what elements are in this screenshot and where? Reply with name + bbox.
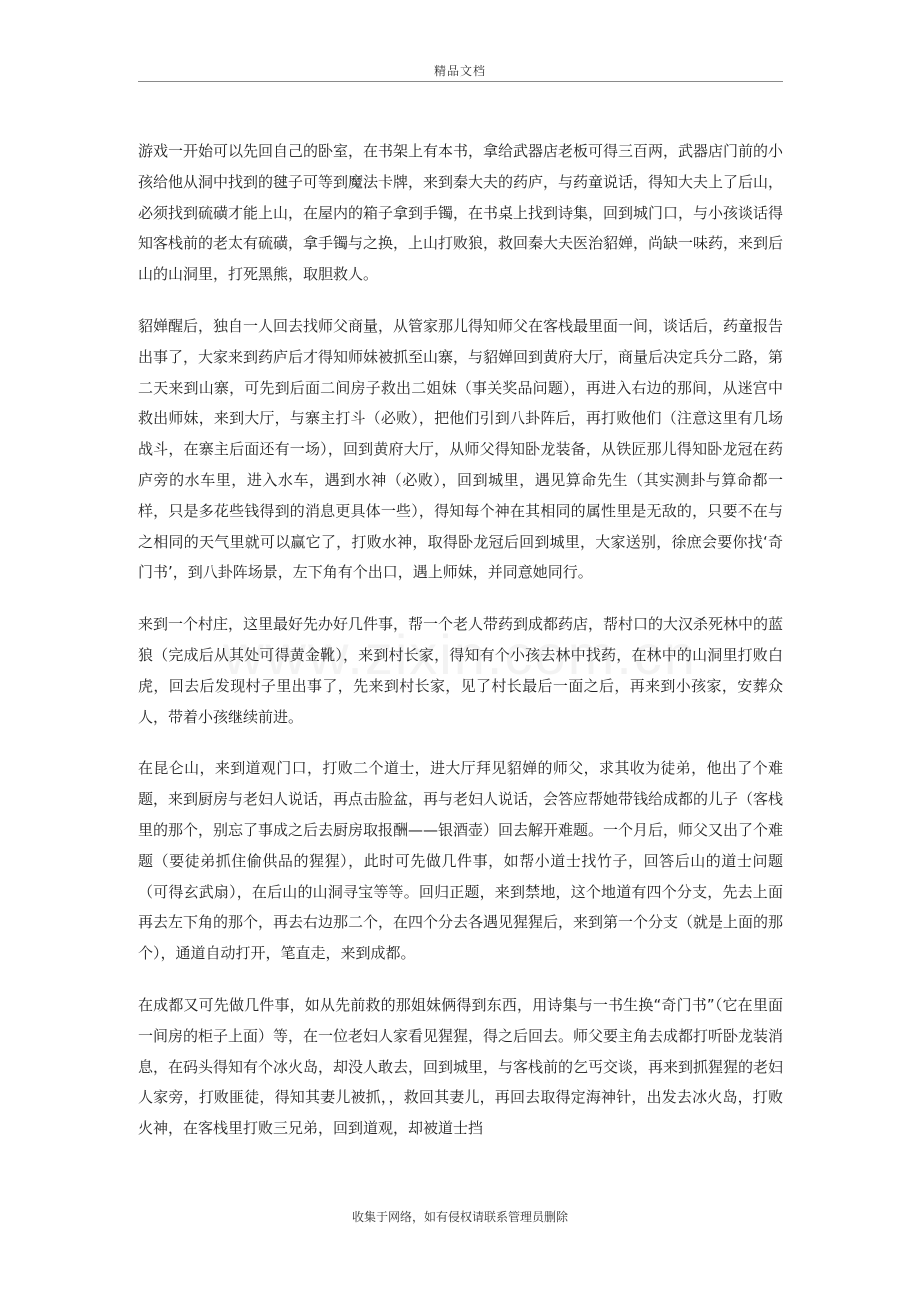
paragraph-4: 在昆仑山，来到道观门口，打败二个道士，进大厅拜见貂婵的师父，求其收为徒弟，他出了个难题，来到厨房与老妇人说话，再点击脸盆，再与老妇人说话，会答应帮她带钱给成都的儿子（客栈里的那个，别忘了事成之后去厨房取报酬——银酒壶）回去解开难题。一个月后，师父又出了个难题（要徒弟抓住偷供品的猩猩），此时可先做几件事，如帮小道士找竹子，回答后山的道士问题（可得玄武扇），在后山的山洞寻宝等等。回归正题，来到禁地，这个地道有四个分支，先去上面再去左下角的那个，再去右边那二个，在四个分去各遇见猩猩后，来到第一个分支（就是上面的那个），通道自动打开，笔直走，来到成都。 bbox=[138, 759, 784, 963]
page-footer: 收集于网络，如有侵权请联系管理员删除 bbox=[351, 1210, 568, 1224]
header-divider bbox=[138, 81, 783, 82]
page-header: 精品文档 bbox=[433, 64, 486, 78]
paragraph-1: 游戏一开始可以先回自己的卧室，在书架上有本书，拿给武器店老板可得三百两，武器店门前的小孩给他从洞中找到的毽子可等到魔法卡牌，来到秦大夫的药庐，与药童说话，得知大夫上了后山，必须找到硫磺才能上山，在屋内的箱子拿到手镯，在书桌上找到诗集，回到城门口，与小孩谈话得知客栈前的老太有硫磺，拿手镯与之换，上山打败狼，救回秦大夫医治貂婵，尚缺一味药，来到后山的山洞里，打死黑熊，取胆救人。 bbox=[138, 142, 784, 284]
paragraph-2: 貂婵醒后，独自一人回去找师父商量，从管家那儿得知师父在客栈最里面一间，谈话后，药童报告出事了，大家来到药庐后才得知师妹被抓至山寨，与貂婵回到黄府大厅，商量后决定兵分二路，第二天来到山寨，可先到后面二间房子救出二姐妹（事关奖品问题），再进入右边的那间，从迷宫中救出师妹，来到大厅，与寨主打斗（必败），把他们引到八卦阵后，再打败他们（注意这里有几场战斗，在寨主后面还有一场），回到黄府大厅，从师父得知卧龙装备，从铁匠那儿得知卧龙冠在药庐旁的水车里，进入水车，遇到水神（必败），回到城里，遇见算命先生（其实测卦与算命都一样，只是多花些钱得到的消息更具体一些），得知每个神在其相同的属性里是无敌的，只要不在与之相同的天气里就可以赢它了，打败水神，取得卧龙冠后回到城里，大家送别，徐庶会要你找‘奇门书’，到八卦阵场景，左下角有个出口，遇上师妹，并同意她同行。 bbox=[138, 316, 784, 582]
paragraph-5: 在成都又可先做几件事，如从先前救的那姐妹俩得到东西，用诗集与一书生换“奇门书”（它在里面一间房的柜子上面）等，在一位老妇人家看见猩猩，得之后回去。师父要主角去成都打听卧龙装消息，在码头得知有个冰火岛，却没人敢去，回到城里，与客栈前的乞丐交谈，再来到抓猩猩的老妇人家旁，打败匪徒，得知其妻儿被抓，，救回其妻儿，再回去取得定海神针，出发去冰火岛，打败火神，在客栈里打败三兄弟，回到道观，却被道士挡 bbox=[138, 995, 784, 1138]
document-body bbox=[138, 136, 783, 1165]
paragraph-3: 来到一个村庄，这里最好先办好几件事，帮一个老人带药到成都药店，帮村口的大汉杀死林中的蓝狼（完成后从其处可得黄金靴），来到村长家，得知有个小孩去林中找药，在林中的山洞里打败白虎，回去后发现村子里出事了，先来到村长家，见了村长最后一面之后，再来到小孩家，安葬众人，带着小孩继续前进。 bbox=[138, 615, 784, 726]
